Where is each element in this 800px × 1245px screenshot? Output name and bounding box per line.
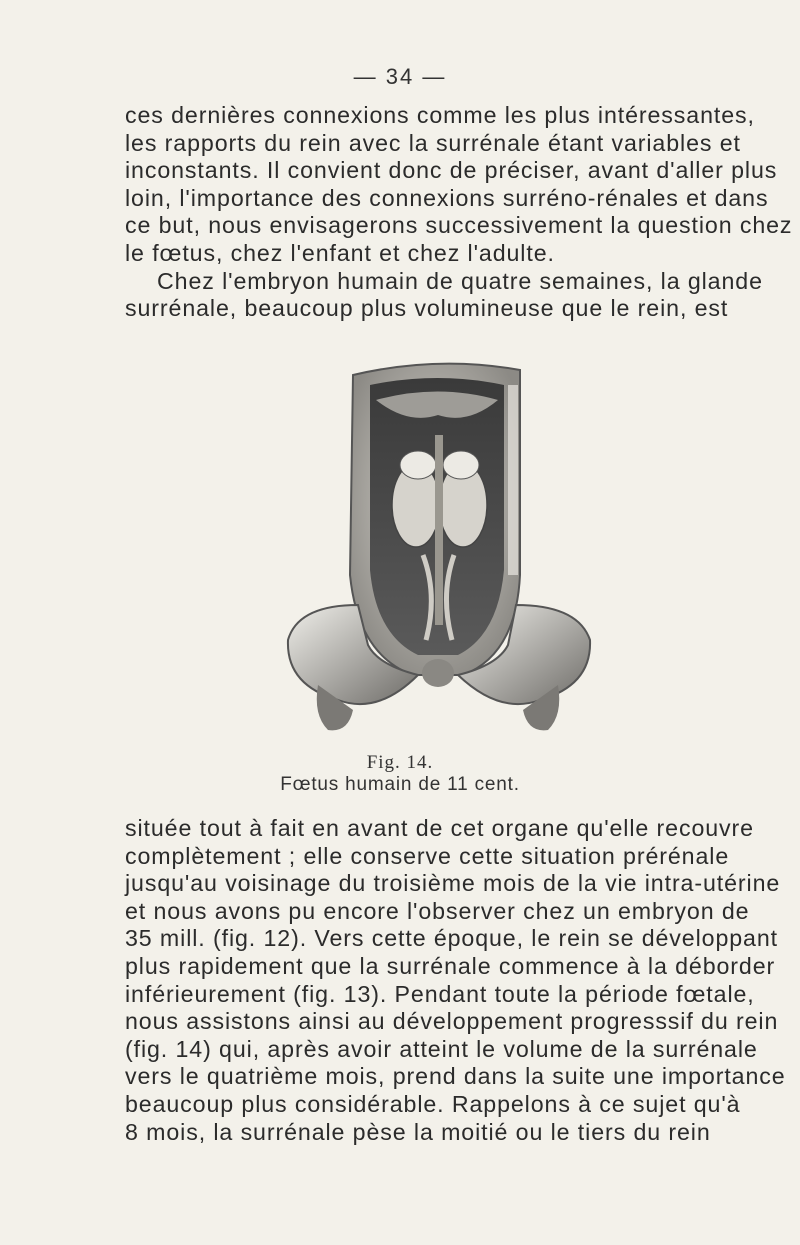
text-line: 35 mill. (fig. 12). Vers cette époque, le rein se développant [125, 925, 778, 952]
paragraph-top [125, 102, 793, 323]
text-line: le fœtus, chez l'enfant et chez l'adulte. [125, 239, 555, 266]
paragraph-bottom [125, 815, 785, 1146]
text-line: jusqu'au voisinage du troisième mois de la vie intra-utérine [125, 870, 781, 897]
fetus-illustration [258, 355, 618, 740]
text-line: complètement ; elle conserve cette situation prérénale [125, 842, 730, 869]
text-line: (fig. 14) qui, après avoir atteint le volume de la surrénale [125, 1035, 758, 1062]
text-line: et nous avons pu encore l'observer chez un embryon de [125, 897, 750, 924]
text-line: ce but, nous envisagerons successivement la question chez [125, 212, 793, 239]
text-line: ces dernières connexions comme les plus intéressantes, [125, 102, 755, 128]
text-line: vers le quatrième mois, prend dans la suite une importance [125, 1063, 786, 1090]
right-adrenal [443, 451, 479, 479]
text-line: Chez l'embryon humain de quatre semaines, la glande [157, 267, 763, 294]
text-line: beaucoup plus considérable. Rappelons à ce sujet qu'à [125, 1090, 741, 1117]
text-line: 8 mois, la surrénale pèse la moitié ou le tiers du rein [125, 1118, 711, 1145]
text-line: les rapports du rein avec la surrénale étant variables et [125, 129, 741, 156]
page-number: — 34 — [353, 64, 447, 89]
figure-label: Fig. 14. [366, 752, 434, 773]
text-line: plus rapidement que la surrénale commence à la déborder [125, 952, 776, 979]
left-adrenal [400, 451, 436, 479]
text-line: nous assistons ainsi au développement progresssif du rein [125, 1008, 779, 1035]
text-line: située tout à fait en avant de cet organe qu'elle recouvre [125, 815, 754, 841]
text-line: surrénale, beaucoup plus volumineuse que le rein, est [125, 295, 729, 322]
text-line: loin, l'importance des connexions surréno-rénales et dans [125, 184, 769, 211]
text-line: inconstants. Il convient donc de préciser, avant d'aller plus [125, 157, 778, 184]
text-line: inférieurement (fig. 13). Pendant toute la période fœtale, [125, 980, 755, 1007]
figure-caption: Fœtus humain de 11 cent. [280, 774, 520, 795]
